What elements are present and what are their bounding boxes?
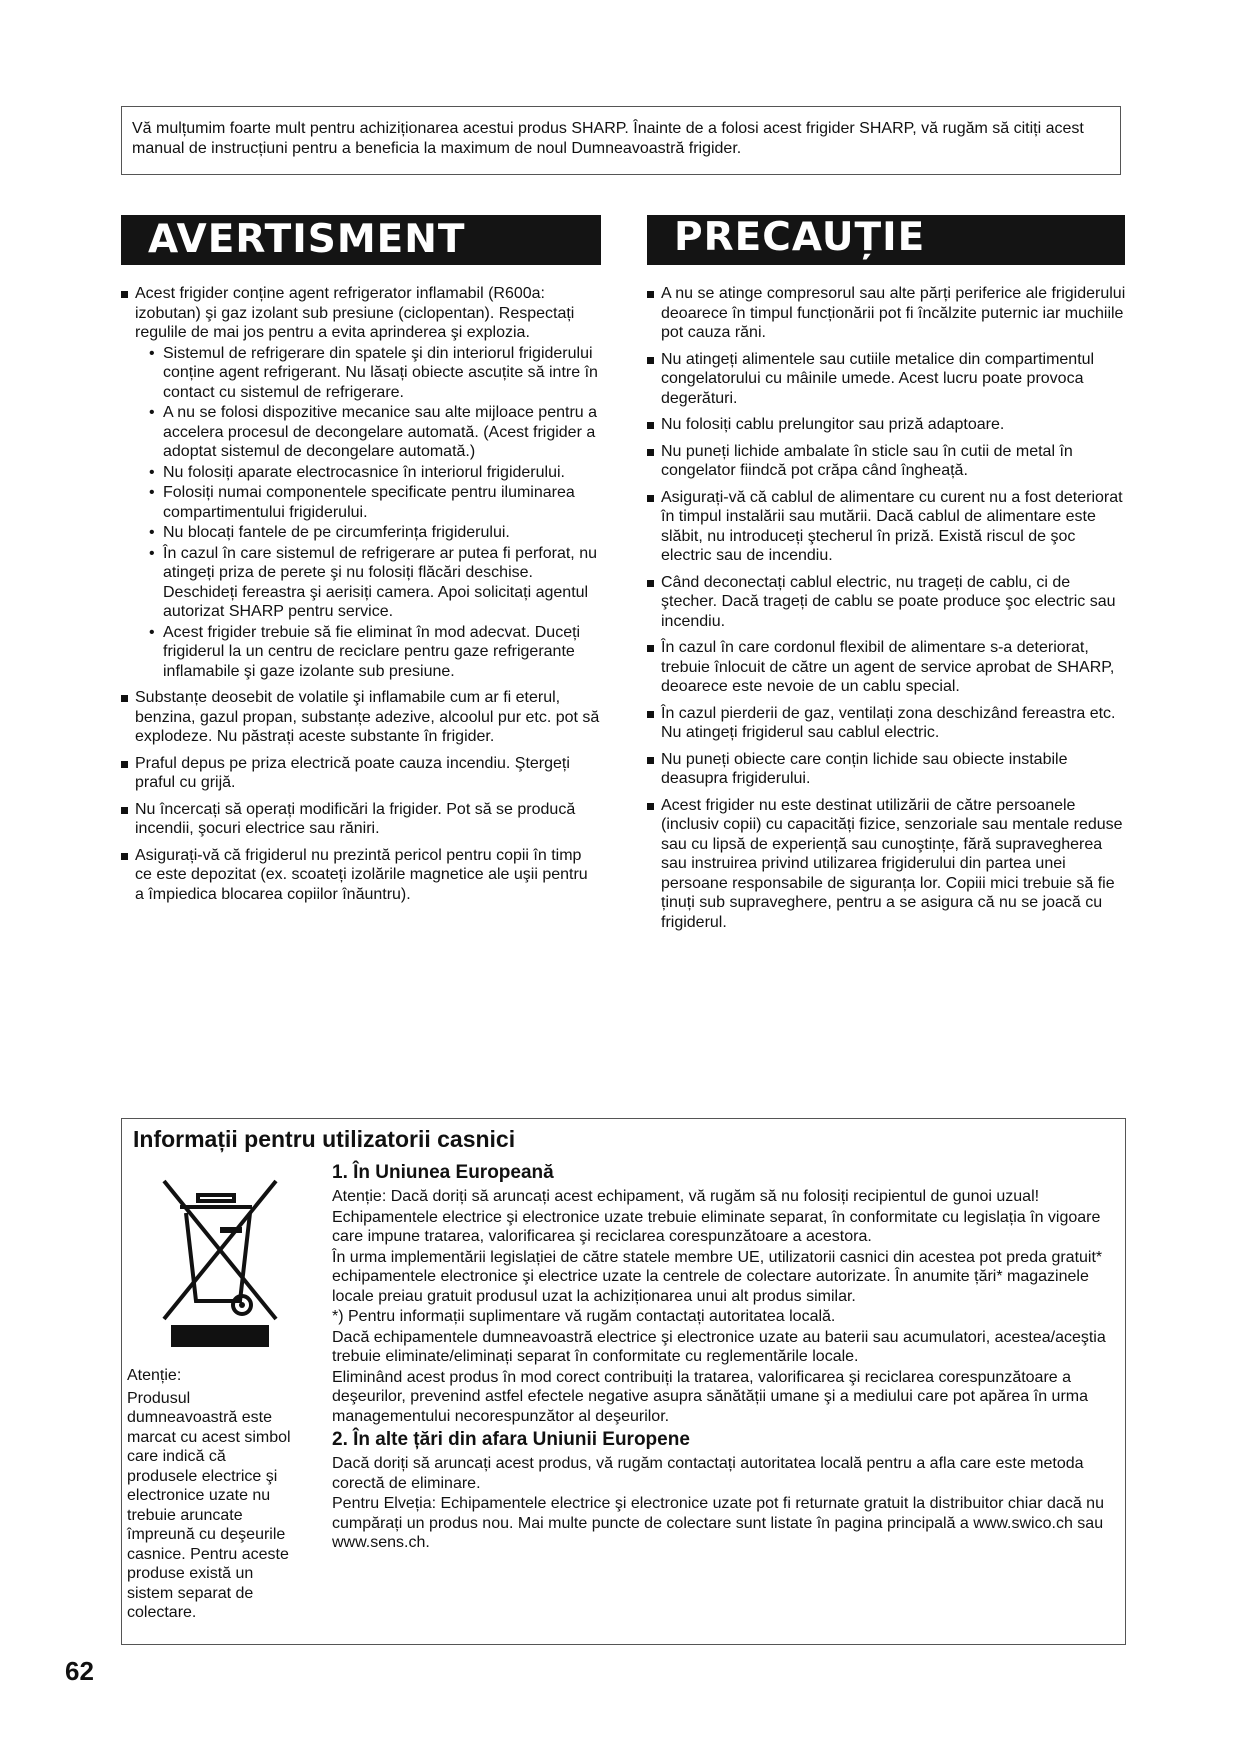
warning-item-text: Acest frigider conține agent refrigerator inflamabil (R600a: izobutan) şi gaz izolant sub presiune (ciclopentan). Respectați regulile de mai jos pentru a evita aprinderea şi explozia. [135,285,575,341]
square-bullet-icon [647,495,654,502]
info-text [332,1161,1117,1554]
section1-paragraph: Echipamentele electrice şi electronice uzate trebuie eliminate separat, în conformitate cu legislația în vigoare care impune tratarea, valorificarea şi reciclarea corespunzătoare a acestora. [332,1208,1101,1245]
square-bullet-icon [647,422,654,429]
warning-item [121,846,601,905]
square-bullet-icon [647,757,654,764]
caution-item: A nu se atinge compresorul sau alte părți periferice ale frigiderului deoarece în timpul funcționării pot fi încălzite puternic iar muchiile pot cauza răni. [647,284,1127,343]
section1-paragraph: Atenție: Dacă doriți să aruncați acest echipament, vă rugăm să nu folosiți recipientul de gunoi uzual! [332,1188,1040,1205]
intro-text: Vă mulțumim foarte mult pentru achiziționarea acestui produs SHARP. Înainte de a folosi acest frigider SHARP, vă rugăm să citiți acest manual de instrucțiuni pentru a beneficia la maximum de noul Dumneavoastră frigider. [132,120,1084,157]
side-note-text: Produsul dumneavoastră este marcat cu acest simbol care indică că produsele electrice şi electronice uzate nu trebuie aruncate împreună cu deşeurile casnice. Pentru aceste produse există un sistem separat de colectare. [127,1389,291,1621]
dot-bullet-icon: • [149,404,155,421]
warning-subitem: • A nu se folosi dispozitive mecanice sau alte mijloace pentru a accelera procesul de decongelare automată. (Acest frigider a adoptat sistemul de decongelare automată.) [149,404,598,460]
warning-item-text: Asigurați-vă că frigiderul nu prezintă pericol pentru copii în timp ce este depozitat (ex. scoateți izolările magnetice ale uşii pentru a împiedica blocarea copiilor înăuntru). [135,846,588,903]
warning-item-text: Substanțe deosebit de volatile şi inflamabile cum ar fi eterul, benzina, gazul propan, substanțe adezive, alcoolul pur etc. pot să explodeze. Nu păstrați aceste substante în frigider. [135,689,600,745]
square-bullet-icon [647,645,654,652]
warning-item [121,284,601,681]
square-bullet-icon [647,711,654,718]
info-title: Informații pentru utilizatorii casnici [133,1126,516,1152]
section2-paragraph: Pentru Elveția: Echipamentele electrice şi electronice uzate pot fi returnate gratuit la distribuitor chiar dacă nu cumpărați un produs nou. Mai multe puncte de colectare sunt listate în pagina principală a www.swico.ch sau www.sens.ch. [332,1495,1104,1551]
square-bullet-icon [121,761,128,768]
section1-heading: 1. În Uniunea Europeană [332,1162,554,1183]
dot-bullet-icon: • [149,524,155,541]
section1-paragraph: În urma implementării legislației de către statele membre UE, utilizatorii casnici din acestea pot preda gratuit* echipamentele electronice şi electrice uzate la centrele de colectare autorizate. În anumite țări* magazinele locale preiau gratuit produsul uzat la achiziționarea unui alt produs similar. [332,1248,1103,1305]
square-bullet-icon [647,357,654,364]
caution-item: Nu atingeți alimentele sau cutiile metalice din compartimentul congelatorului cu mâinile umede. Acest lucru poate provoca degerături. [647,350,1127,409]
side-note [127,1366,292,1623]
dot-bullet-icon: • [149,623,155,641]
section2-heading: 2. În alte țări din afara Uniunii Europene [332,1429,690,1450]
intro-box [121,106,1121,175]
caution-item: Nu puneți lichide ambalate în sticle sau în cutii de metal în congelator fiindcă pot crăpa când îngheață. [647,442,1127,481]
square-bullet-icon [647,291,654,298]
caution-column [647,284,1127,939]
warning-banner: AVERTISMENT [121,215,601,265]
square-bullet-icon [647,803,654,810]
caution-item: Când deconectați cablul electric, nu trageți de cablu, ci de ştecher. Dacă trageți de cablu se poate produce şoc electric sau incendiu. [647,573,1127,632]
square-bullet-icon [647,449,654,456]
caution-item: Acest frigider nu este destinat utilizării de către persoanele (inclusiv copii) cu capacități fizice, senzoriale sau mentale reduse sau cu lipsă de experiență sau cunoştințe, fără supravegherea sau instruirea privind utilizarea frigiderului din partea unei persoane responsabile de siguranța lor. Copiii mici trebuie să fie ținuți sub supraveghere, pentru a se asigura că nu se joacă cu frigiderul. [647,796,1127,933]
household-info-box [121,1118,1126,1645]
square-bullet-icon [121,807,128,814]
warning-column [121,284,601,911]
caution-item: În cazul pierderii de gaz, ventilați zona deschizând fereastra etc. Nu atingeți frigiderul sau cablul electric. [647,704,1127,743]
warning-item-text: Praful depus pe priza electrică poate cauza incendiu. Ştergeți praful cu grijă. [135,754,570,791]
warning-subitem: • Sistemul de refrigerare din spatele şi din interiorul frigiderului conține agent refrigerant. Nu lăsați obiecte ascuțite să intre în contact cu sistemul de refrigerare. [149,344,598,401]
warning-subitem: • Nu blocați fantele de pe circumferința frigiderului. [149,524,510,541]
square-bullet-icon [121,853,128,860]
warning-item [121,800,601,839]
square-bullet-icon [647,580,654,587]
square-bullet-icon [121,695,128,702]
dot-bullet-icon: • [149,463,155,481]
caution-banner: PRECAUȚIE [647,215,1125,265]
section1-paragraph: *) Pentru informații suplimentare vă rugăm contactați autoritatea locală. [332,1308,836,1325]
square-bullet-icon [121,291,128,298]
side-note-label: Atenție: [127,1367,182,1384]
section1-paragraph: Eliminând acest produs în mod corect contribuiți la tratarea, valorificarea şi reciclarea corespunzătoare a deşeurilor, prevenind astfel efectele negative asupra sănătății umane şi a mediului care pot apărea în urma managementului necorespunzător al deşeurilor. [332,1368,1089,1425]
caution-item: Nu puneți obiecte care conțin lichide sau obiecte instabile deasupra frigiderului. [647,750,1127,789]
warning-item [121,754,601,793]
dot-bullet-icon: • [149,344,155,362]
weee-black-bar [171,1325,269,1347]
caution-item: În cazul în care cordonul flexibil de alimentare s-a deteriorat, trebuie înlocuit de către un agent de service aprobat de SHARP, deoarece este nevoie de un cablu special. [647,638,1127,697]
caution-item: Asigurați-vă că cablul de alimentare cu curent nu a fost deteriorat în timpul instalării sau mutării. Dacă cablul de alimentare este slăbit, nu introduceți ştecherul în priză. Există riscul de şoc electric sau de incendiu. [647,488,1127,566]
page-number: 62 [65,1656,94,1686]
warning-subitem: • Acest frigider trebuie să fie eliminat în mod adecvat. Duceți frigiderul la un centru de reciclare pentru gaze refrigerante inflamabile şi gaze izolante sub presiune. [149,623,581,680]
warning-subitem: • Nu folosiți aparate electrocasnice în interiorul frigiderului. [149,463,565,481]
section1-paragraph: Dacă echipamentele dumneavoastră electrice şi electronice uzate au baterii sau acumulatori, acestea/aceştia trebuie eliminate/eliminați separat în conformitate cu reglementările locale. [332,1328,1106,1365]
warning-item [121,688,601,747]
section2-paragraph: Dacă doriți să aruncați acest produs, vă rugăm contactați autoritatea locală pentru a afla care este metoda corectă de eliminare. [332,1455,1084,1492]
caution-item: Nu folosiți cablu prelungitor sau priză adaptoare. [647,415,1127,435]
dot-bullet-icon: • [149,484,155,501]
dot-bullet-icon: • [149,544,155,562]
warning-subitem: • Folosiți numai componentele specificate pentru iluminarea compartimentului frigiderului. [149,484,575,521]
warning-subitem: • În cazul în care sistemul de refrigerare ar putea fi perforat, nu atingeți priza de perete şi nu folosiți flăcări deschise. Deschideți fereastra şi aerisiți camera. Apoi solicitați agentul autorizat SHARP pentru service. [149,544,597,620]
warning-item-text: Nu încercați să operați modificări la frigider. Pot să se producă incendii, şocuri electrice sau răniri. [135,800,576,837]
